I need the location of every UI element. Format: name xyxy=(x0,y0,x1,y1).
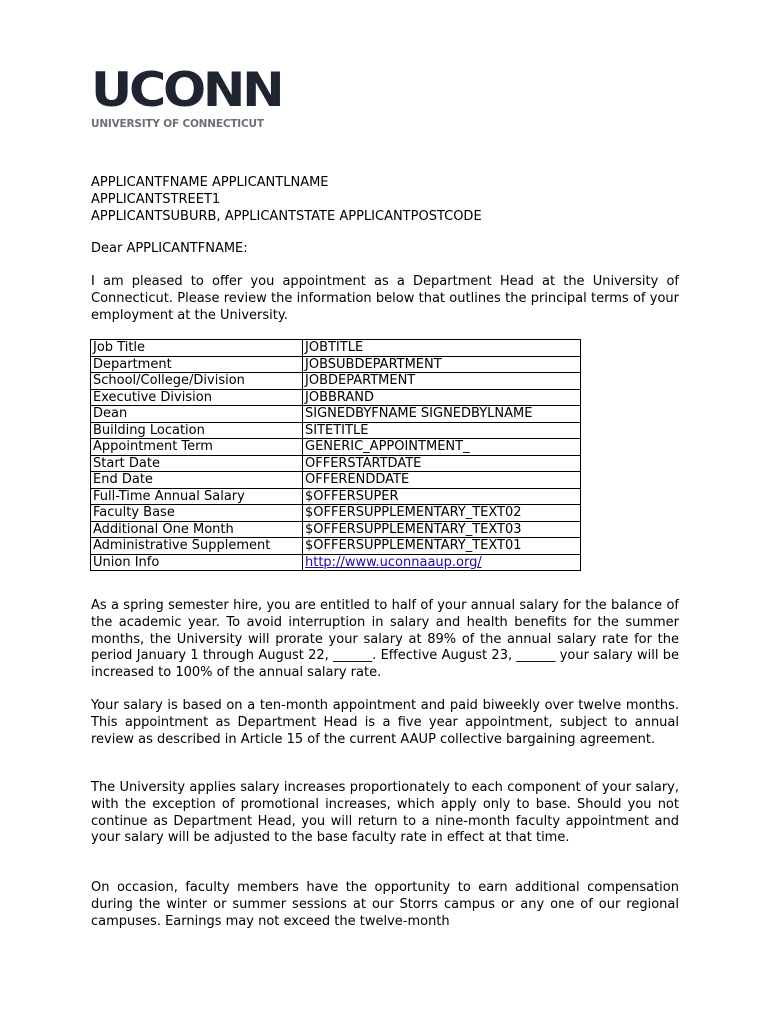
row-label: Department xyxy=(91,356,303,373)
applicant-address xyxy=(91,175,679,225)
row-value: OFFERENDDATE xyxy=(303,472,581,489)
row-value: OFFERSTARTDATE xyxy=(303,455,581,472)
table-row xyxy=(91,340,581,357)
spring-hire-paragraph: As a spring semester hire, you are entitled to half of your annual salary for the balance of the academic year. To avoid interruption in salary and health benefits for the summer months, the University will prorate your salary at 89% of the annual salary rate for the period January 1 through August 22, ______. Effective August 23, ______ your salary will be increased to 100% of the annual salary rate. xyxy=(91,598,679,681)
table-row xyxy=(91,505,581,522)
salutation: Dear APPLICANTFNAME: xyxy=(91,241,248,256)
table-row xyxy=(91,521,581,538)
table-row xyxy=(91,356,581,373)
row-label: Building Location xyxy=(91,422,303,439)
table-row xyxy=(91,389,581,406)
logo-subtitle: UNIVERSITY OF CONNECTICUT xyxy=(91,118,264,130)
table-row xyxy=(91,439,581,456)
row-label: Executive Division xyxy=(91,389,303,406)
row-label: Dean xyxy=(91,406,303,423)
row-label: Additional One Month xyxy=(91,521,303,538)
row-value: JOBBRAND xyxy=(303,389,581,406)
uconn-logo xyxy=(91,63,286,130)
table-row xyxy=(91,455,581,472)
row-label: School/College/Division xyxy=(91,373,303,390)
logo-wordmark: UCONN xyxy=(91,63,282,118)
row-value: $OFFERSUPPLEMENTARY_TEXT03 xyxy=(303,521,581,538)
row-value: $OFFERSUPER xyxy=(303,488,581,505)
table-row xyxy=(91,422,581,439)
row-label: Full-Time Annual Salary xyxy=(91,488,303,505)
row-label: Faculty Base xyxy=(91,505,303,522)
table-row xyxy=(91,554,581,571)
address-line-city: APPLICANTSUBURB, APPLICANTSTATE APPLICANTPOSTCODE xyxy=(91,208,482,224)
row-label: Appointment Term xyxy=(91,439,303,456)
row-value: SITETITLE xyxy=(303,422,581,439)
table-row xyxy=(91,538,581,555)
row-value xyxy=(303,554,581,571)
salary-increase-paragraph: The University applies salary increases proportionately to each component of your salary, with the exception of promotional increases, which apply only to base. Should you not continue as Department Head, you will return to a nine-month faculty appointment and your salary will be adjusted to the base faculty rate in effect at that time. xyxy=(91,780,679,846)
salary-basis-paragraph: Your salary is based on a ten-month appointment and paid biweekly over twelve months. This appointment as Department Head is a five year appointment, subject to annual review as described in Article 15 of the current AAUP collective bargaining agreement. xyxy=(91,698,679,747)
union-info-link[interactable]: http://www.uconnaaup.org/ xyxy=(305,554,482,570)
table-row xyxy=(91,472,581,489)
row-value: JOBDEPARTMENT xyxy=(303,373,581,390)
row-value: $OFFERSUPPLEMENTARY_TEXT01 xyxy=(303,538,581,555)
row-label: Start Date xyxy=(91,455,303,472)
row-label: Administrative Supplement xyxy=(91,538,303,555)
address-line-name: APPLICANTFNAME APPLICANTLNAME xyxy=(91,175,329,190)
row-label: End Date xyxy=(91,472,303,489)
appointment-terms-table xyxy=(90,339,581,571)
intro-paragraph: I am pleased to offer you appointment as a Department Head at the University of Connecticut. Please review the information below that outlines the principal terms of your employment at the University. xyxy=(91,274,679,323)
address-line-street: APPLICANTSTREET1 xyxy=(91,191,221,207)
additional-compensation-paragraph: On occasion, faculty members have the opportunity to earn additional compensation during the winter or summer sessions at our Storrs campus or any one of our regional campuses. Earnings may not exceed the twelve-month xyxy=(91,880,679,929)
table-row xyxy=(91,373,581,390)
row-label: Job Title xyxy=(91,340,303,357)
row-value: $OFFERSUPPLEMENTARY_TEXT02 xyxy=(303,505,581,522)
table-row xyxy=(91,488,581,505)
row-value: SIGNEDBYFNAME SIGNEDBYLNAME xyxy=(303,406,581,423)
table-row xyxy=(91,406,581,423)
row-label: Union Info xyxy=(91,554,303,571)
row-value: GENERIC_APPOINTMENT_ xyxy=(303,439,581,456)
row-value: JOBTITLE xyxy=(303,340,581,357)
row-value: JOBSUBDEPARTMENT xyxy=(303,356,581,373)
